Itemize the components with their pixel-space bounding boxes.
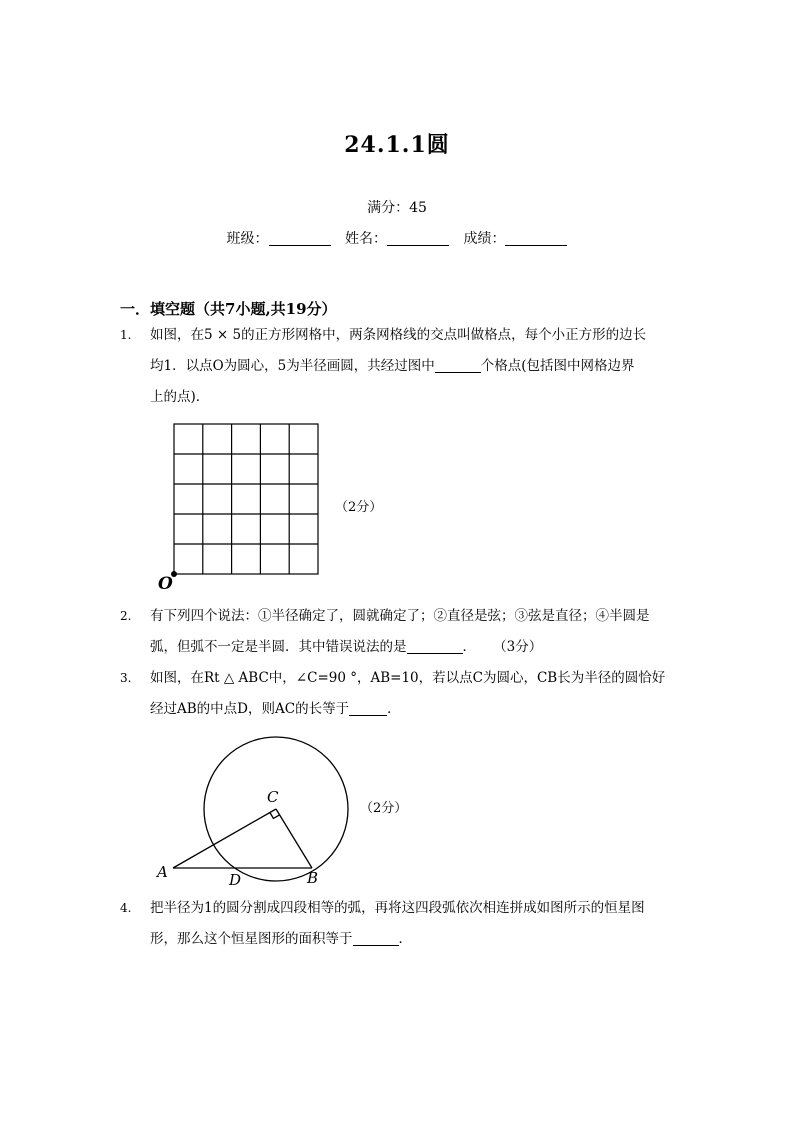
question-text: 形，那么这个恒星图形的面积等于 ． [150,931,412,947]
question-1 [120,320,680,413]
answer-blank[interactable] [349,701,387,716]
section-heading: 一．填空题（共7小题,共19分） [120,300,337,318]
name-label: 姓名： [345,231,387,247]
circle-triangle-figure [145,730,365,890]
class-blank[interactable] [269,231,331,246]
question-text: 均1．以点O为圆心，5为半径画圆，共经过图中 个格点(包括图中网格边界 [150,358,635,374]
question-score: （3分） [493,639,543,655]
question-text: 如图，在Rt △ ABC中，∠C=90 °，AB=10，若以点C为圆心，CB长为半径的圆恰好 [150,670,666,686]
question-text: 有下列四个说法：①半径确定了，圆就确定了；②直径是弦；③弦是直径；④半圆是 [150,608,650,624]
question-text: 上的点)． [150,389,210,405]
question-text: 如图，在5 × 5的正方形网格中，两条网格线的交点叫做格点，每个小正方形的边长 [150,327,647,343]
question-number: 2. [120,609,132,623]
segment-cb [276,809,312,868]
label-c: C [267,788,279,806]
page-title: 24.1.1圆 [344,132,450,158]
grade-blank[interactable] [505,231,567,246]
class-label: 班级： [226,231,269,247]
label-d: D [229,871,242,889]
grade-label: 成绩： [463,231,506,247]
question-text: 把半径为1的圆分割成四段相等的弧，再将这四段弧依次相连拼成如图所示的恒星图 [150,900,645,916]
answer-blank[interactable] [435,358,481,373]
question-2 [120,601,680,663]
label-o: O [158,574,173,594]
question-text: 弧，但弧不一定是半圆．其中错误说法的是 ． （3分） [150,639,543,655]
question-score: （2分） [360,801,408,816]
label-a: A [157,863,168,881]
grid-lines [174,424,318,574]
name-blank[interactable] [387,231,449,246]
full-score: 满分：45 [367,200,427,216]
question-number: 4. [120,901,132,915]
question-4 [120,893,680,955]
grid-figure [150,415,330,595]
label-b: B [307,869,319,887]
question-number: 3. [120,671,132,685]
answer-blank[interactable] [407,639,463,654]
question-score: （2分） [335,500,383,515]
student-info-row [0,228,794,248]
answer-blank[interactable] [353,931,399,946]
question-text: 经过AB的中点D，则AC的长等于 ． [150,701,401,717]
question-3 [120,663,680,725]
question-number: 1. [120,328,132,342]
